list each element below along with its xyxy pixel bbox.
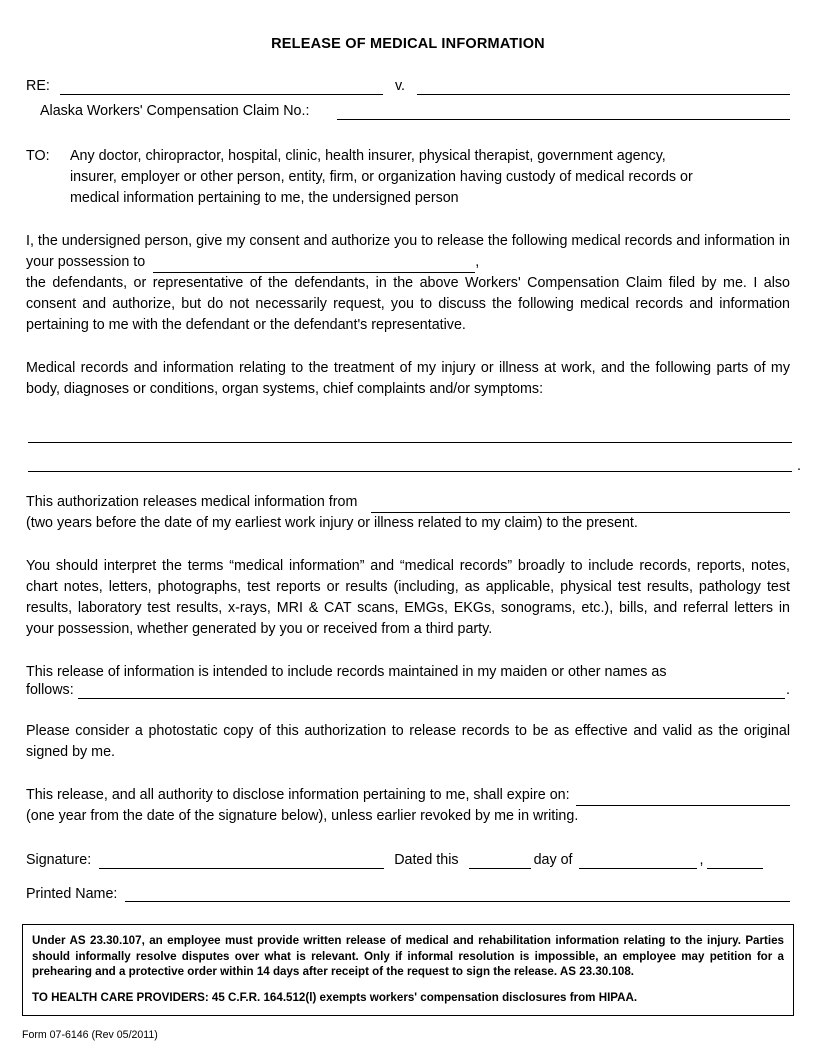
day-of-label: day of — [533, 851, 573, 868]
dated-this-label: Dated this — [394, 851, 459, 868]
release-to-field[interactable] — [153, 259, 475, 273]
statutory-notice-box — [22, 924, 794, 1015]
to-section — [26, 146, 790, 209]
photostatic-paragraph: Please consider a photostatic copy of this authorization to release records to be as effective and valid as the original signed by me. — [26, 722, 790, 760]
scope-paragraph: Medical records and information relating to the treatment of my injury or illness at work, and the following parts of my body, diagnoses or conditions, organ systems, chief complaints and/or symptoms: — [26, 359, 790, 397]
re-claimant-field[interactable] — [60, 80, 383, 95]
authorization-period-suffix: (two years before the date of my earliest work injury or illness related to my claim) to the present. — [26, 515, 638, 531]
re-respondent-field[interactable] — [417, 80, 790, 95]
authorization-period-prefix: This authorization releases medical information from — [26, 493, 358, 510]
printed-name-field[interactable] — [125, 887, 790, 902]
maiden-names-period: . — [786, 682, 790, 699]
signature-label: Signature: — [26, 851, 92, 868]
printed-name-label: Printed Name: — [26, 885, 118, 902]
form-number-footer: Form 07-6146 (Rev 05/2011) — [22, 1028, 158, 1041]
scope-blank-line-2[interactable] — [28, 449, 801, 474]
maiden-names-field[interactable] — [78, 684, 785, 699]
signature-field[interactable] — [99, 854, 384, 869]
signature-row — [26, 853, 790, 869]
notice-paragraph-2: TO HEALTH CARE PROVIDERS: 45 C.F.R. 164.512(l) exempts workers' compensation disclosures from HIPAA. — [32, 991, 638, 1005]
to-line-3: medical information pertaining to me, the undersigned person — [70, 189, 459, 206]
consent-paragraph-continued: the defendants, or representative of the defendants, in the above Workers' Compensation Claim filed by me. I also consent and authorize, but do not necessarily request, you to discuss the following medical records and information pertaining to me with the defendant or the defendant's representative. — [26, 274, 790, 333]
versus-label: v. — [394, 78, 406, 95]
scope-blank-line-1[interactable] — [28, 420, 792, 443]
expiration-suffix: (one year from the date of the signature below), unless earlier revoked by me in writing. — [26, 807, 579, 824]
page-title: RELEASE OF MEDICAL INFORMATION — [271, 36, 545, 52]
to-line-2: insurer, employer or other person, entity, firm, or organization having custody of medical records or — [70, 168, 693, 185]
maiden-names-row — [26, 683, 790, 699]
follows-label: follows: — [26, 682, 74, 699]
date-comma: , — [699, 851, 704, 868]
maiden-names-paragraph: This release of information is intended to include records maintained in my maiden or other names as — [26, 664, 667, 681]
caption-re-row — [26, 79, 790, 95]
authorization-from-date-field[interactable] — [371, 498, 790, 513]
to-label: TO: — [26, 147, 50, 164]
claim-number-label: Alaska Workers' Compensation Claim No.: — [40, 103, 310, 120]
expiration-prefix: This release, and all authority to disclose information pertaining to me, shall expire on: — [26, 786, 570, 803]
month-field[interactable] — [579, 854, 697, 869]
scope-trailing-period: . — [797, 457, 801, 474]
to-recipients-text — [70, 146, 790, 209]
notice-paragraph-1: Under AS 23.30.107, an employee must provide written release of medical and rehabilitation information relating to the injury. Parties should informally resolve disputes over what is relevant. Only if informal resolution is impossible, an employee may petition for a prehearing and a protective order within 14 days after receipt of the request to sign the release. AS 23.30.108. — [32, 934, 784, 978]
scope-answer-area — [28, 420, 801, 474]
caption-block — [26, 79, 790, 119]
printed-name-row — [26, 887, 790, 903]
interpretation-paragraph: You should interpret the terms “medical information” and “medical records” broadly to include records, reports, notes, chart notes, letters, photographs, test reports or results (including, as applicable, physical test results, pathology test results, laboratory test results, x-rays, MRI & CAT scans, EMGs, EKGs, sonograms, etc.), bills, and referral letters in your possession, whether generated by you or received from a third party. — [26, 558, 790, 638]
authorization-period-row — [26, 492, 790, 513]
consent-comma: , — [475, 253, 480, 270]
consent-paragraph — [26, 231, 790, 273]
day-field[interactable] — [469, 854, 531, 869]
expiration-row — [26, 785, 790, 806]
re-label: RE: — [26, 78, 50, 95]
caption-claim-row — [26, 104, 790, 120]
claim-number-field[interactable] — [337, 105, 790, 120]
year-field[interactable] — [707, 854, 763, 869]
consent-text-part-1: I, the undersigned person, give my consent and authorize you to release the following medical records and information in your possession to — [26, 232, 790, 270]
expiration-date-field[interactable] — [576, 791, 790, 806]
to-line-1: Any doctor, chiropractor, hospital, clinic, health insurer, physical therapist, government agency, — [70, 147, 666, 164]
